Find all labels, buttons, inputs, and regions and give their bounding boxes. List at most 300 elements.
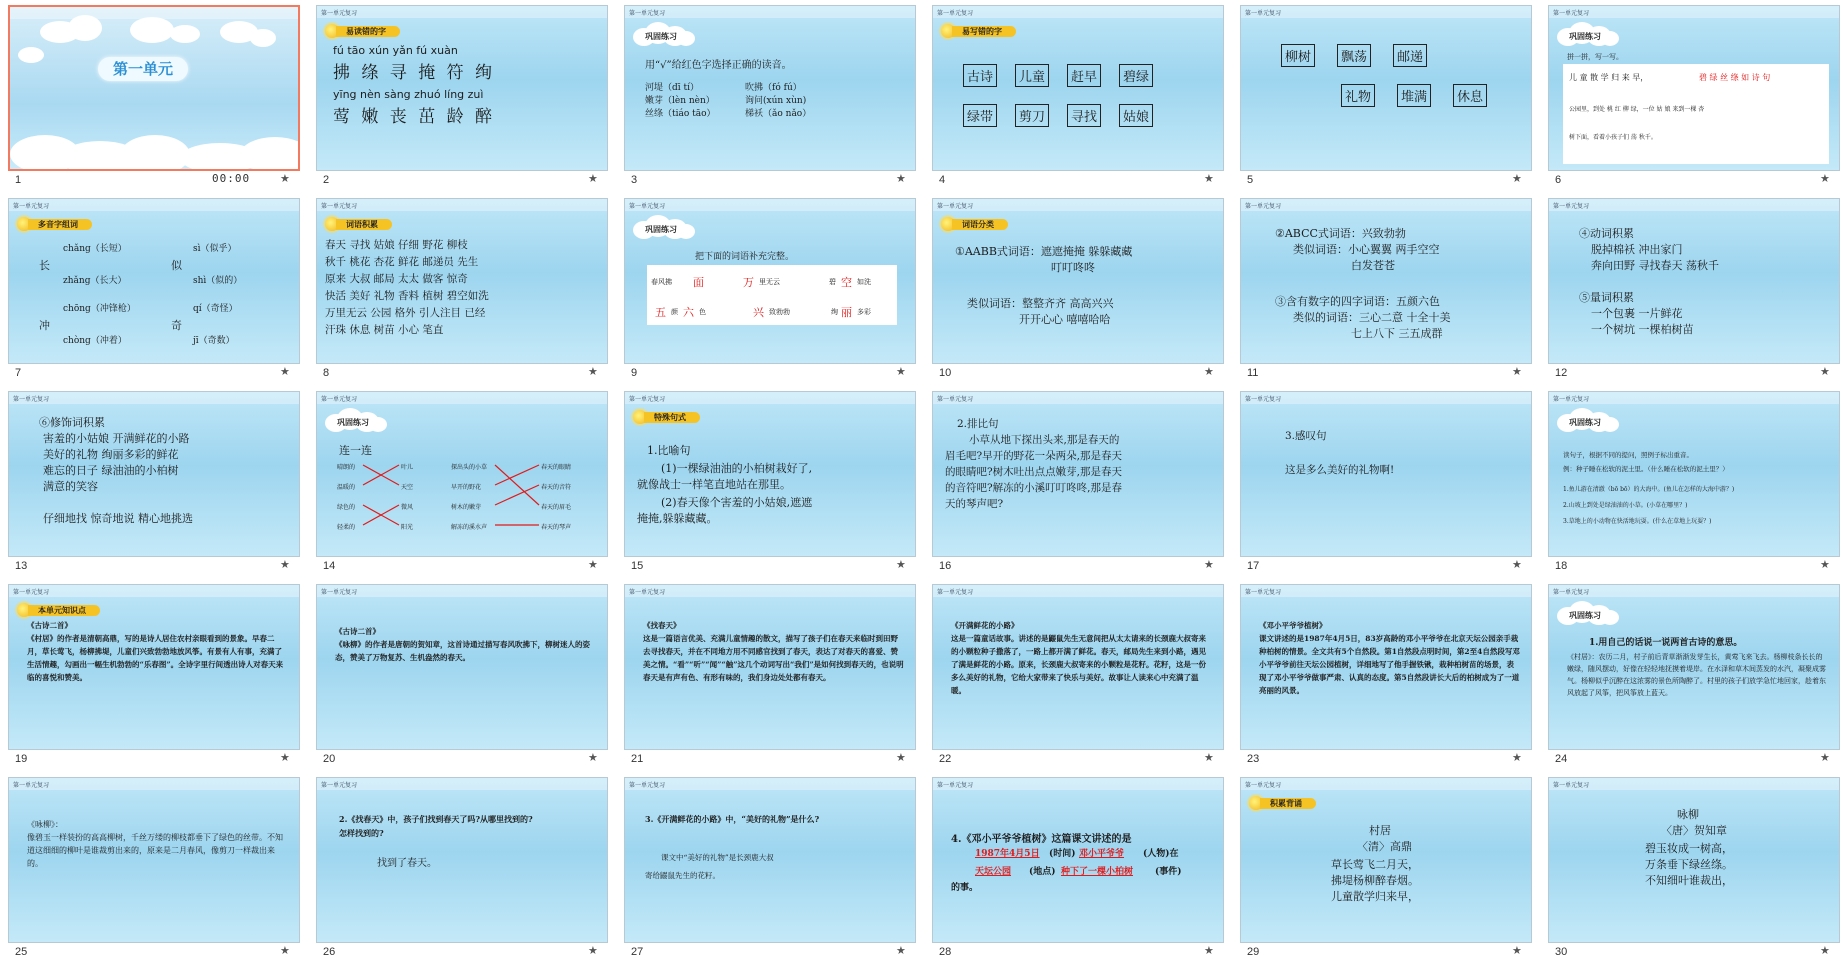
text-c2: chòng（冲着） [63, 336, 127, 346]
slide-thumbnail-11[interactable] [1232, 193, 1540, 386]
slide-canvas[interactable] [316, 391, 608, 557]
text-l4: 万条垂下绿丝绦。 [1645, 858, 1733, 871]
section-badge [17, 603, 100, 617]
slide-number: 21 [631, 753, 644, 765]
word-box: 休息 [1453, 84, 1487, 107]
match-line [495, 465, 539, 485]
slide-number: 6 [1555, 174, 1562, 186]
text-w1: 春风拂 [651, 278, 672, 286]
slide-header-text: 第一单元复习 [1553, 396, 1590, 403]
slide-header-text: 第一单元复习 [1553, 10, 1590, 17]
text-w2b: 里无云 [759, 278, 780, 286]
text-l1: 河堤（dī tí） [645, 83, 699, 93]
section-badge [1249, 796, 1316, 810]
animation-star-icon[interactable]: ★ [1512, 944, 1522, 957]
slide-canvas[interactable] [1240, 584, 1532, 750]
slide-thumbnail-15[interactable] [616, 386, 924, 579]
text-l3: 找到了春天。 [377, 858, 437, 869]
word-box: 绿带 [963, 104, 997, 127]
text-w5b: 致勃勃 [769, 308, 790, 316]
word-box: 飘荡 [1337, 44, 1371, 67]
animation-star-icon[interactable]: ★ [588, 751, 598, 764]
text-w4c: 六 [683, 306, 694, 319]
animation-star-icon[interactable]: ★ [1204, 944, 1214, 957]
text-l2: 碧 绿 丝 绦 如 诗 句 [1699, 73, 1771, 82]
text-l3: 草长莺飞二月天， [1331, 858, 1419, 871]
text-l3: 1.鱼儿游在清澈（bō bō）的大海中。(鱼儿在怎样的大海中游？) [1563, 486, 1735, 493]
slide-number: 5 [1247, 174, 1254, 186]
slide-thumbnail-6[interactable] [1540, 0, 1845, 193]
slide-header-text: 第一单元复习 [1553, 203, 1590, 210]
animation-star-icon[interactable]: ★ [1204, 172, 1214, 185]
text-w4b: 颜 [671, 308, 678, 316]
animation-star-icon[interactable]: ★ [1204, 751, 1214, 764]
slide-header-text: 第一单元复习 [321, 396, 358, 403]
text-w1b: 面 [693, 276, 704, 289]
text-l3: 丝绦（tiáo tāo） [645, 109, 716, 119]
cloud-tag-label: 巩固练习 [337, 417, 369, 427]
badge-label: 词语分类 [952, 219, 1008, 230]
animation-star-icon[interactable]: ★ [280, 172, 290, 185]
text-a: 1987年4月5日 [975, 849, 1040, 859]
slide-canvas[interactable] [1548, 777, 1840, 943]
text-l2: 〈清〉高鼎 [1357, 840, 1412, 853]
slide-canvas[interactable] [316, 777, 608, 943]
text-l1: ⑥修饰词积累 [39, 416, 105, 429]
slide-number: 25 [15, 946, 28, 958]
text-l3: 美好的礼物 绚丽多彩的鲜花 [43, 448, 179, 461]
summary-paragraph: 《找春天》 这是一篇语言优美、充满儿童情趣的散文，描写了孩子们在春天来临时到田野去寻找春天，并在不同地方用不同感官找到了春天，表达了对春天的喜爱、赞美之情。“看”“听”“闻”“触”这几个动词写出“我们”是如何找到春天的，也说明春天是有声有色、有形有味的，我们身边处处都有春天。 [643, 621, 904, 682]
chars-row: 拂 绦 寻 掩 符 绚 [333, 63, 496, 83]
slide-header-text: 第一单元复习 [937, 782, 974, 789]
word-line: 万里无云 公园 格外 引人注目 已经 [325, 307, 486, 319]
cloud-shape [1601, 417, 1619, 432]
word-box: 礼物 [1341, 84, 1375, 107]
slide-header-text: 第一单元复习 [1245, 396, 1282, 403]
slide-thumbnail-18[interactable] [1540, 386, 1845, 579]
text-l5: 满意的笑容 [43, 480, 98, 493]
slide-thumbnail-14[interactable] [308, 386, 616, 579]
text-l4: ⑤量词积累 [1579, 291, 1634, 304]
text-w6c: 多彩 [857, 308, 871, 316]
cloud-tag [1557, 22, 1619, 48]
text-l4: (2)春天像个害羞的小姑娘,遮遮 [661, 496, 813, 509]
text-l2: 类似词语：小心翼翼 两手空空 [1293, 243, 1440, 256]
slide-canvas[interactable] [1548, 198, 1840, 364]
text-r3: 梯袄（ǎo nǎo） [745, 109, 812, 119]
slide-number: 10 [939, 367, 952, 379]
match-right: 阳光 [401, 524, 414, 531]
slide-thumbnail-20[interactable] [308, 579, 616, 772]
word-line: 春天 寻找 姑娘 仔细 野花 柳枝 [325, 239, 468, 251]
animation-star-icon[interactable]: ★ [588, 558, 598, 571]
slide-header-text: 第一单元复习 [321, 10, 358, 17]
slide-canvas[interactable] [624, 198, 916, 364]
slide-header-text: 第一单元复习 [937, 589, 974, 596]
slide-header-text: 第一单元复习 [321, 589, 358, 596]
text-w5: 兴 [753, 306, 764, 319]
animation-star-icon[interactable]: ★ [1512, 172, 1522, 185]
slide-thumbnail-21[interactable] [616, 579, 924, 772]
slide-canvas[interactable] [8, 391, 300, 557]
slide-number: 9 [631, 367, 638, 379]
match-right: 春天的琴声 [541, 524, 572, 531]
slide-thumbnail-2[interactable] [308, 0, 616, 193]
slide-number: 3 [631, 174, 638, 186]
text-l1: 1.比喻句 [647, 444, 691, 457]
text-c1: chōng（冲锋枪） [63, 304, 136, 314]
text-l3: 奔向田野 寻找春天 荡秋千 [1591, 259, 1719, 272]
match-left: 温暖的 [337, 484, 356, 491]
text-r1: 吹拂（fó fú） [745, 83, 802, 93]
slide-header-text: 第一单元复习 [13, 782, 50, 789]
slide-thumbnail-10[interactable] [924, 193, 1232, 386]
slide-number: 27 [631, 946, 644, 958]
match-left: 早开的野花 [451, 484, 482, 491]
slide-thumbnail-27[interactable] [616, 772, 924, 965]
badge-label: 本单元知识点 [28, 605, 100, 616]
slide-number: 24 [1555, 753, 1568, 765]
text-l1: 3.《开满鲜花的小路》中，“美好的礼物”是什么? [645, 814, 820, 824]
slide-canvas[interactable] [1548, 584, 1840, 750]
slide-canvas[interactable] [1240, 391, 1532, 557]
text-w2: 万 [743, 276, 754, 289]
slide-canvas[interactable] [8, 5, 300, 171]
text-l3: 白发苍苍 [1351, 259, 1395, 272]
cloud-shape [677, 31, 695, 46]
section-badge [325, 24, 400, 38]
slide-number: 28 [939, 946, 952, 958]
text-w3b: 空 [841, 276, 852, 289]
cloud-decoration [250, 29, 276, 47]
text-l2: 例：种子睡在松软的泥土里。（什么睡在松软的泥土里？） [1563, 465, 1729, 473]
slide-header-text: 第一单元复习 [1245, 782, 1282, 789]
slide-number: 22 [939, 753, 952, 765]
slide-canvas[interactable] [932, 391, 1224, 557]
text-h: (事件) [1155, 867, 1182, 877]
text-f: (地点) [1029, 867, 1056, 877]
match-line [495, 465, 539, 505]
animation-star-icon[interactable]: ★ [588, 172, 598, 185]
text-c: 邓小平爷爷 [1079, 849, 1125, 859]
animation-star-icon[interactable]: ★ [1820, 944, 1830, 957]
match-lines [317, 392, 608, 557]
slide-number: 8 [323, 367, 330, 379]
slide-thumbnail-16[interactable] [924, 386, 1232, 579]
slide-number: 11 [1247, 367, 1259, 379]
cloud-tag-label: 巩固练习 [645, 31, 677, 41]
text-l2: 课文中“美好的礼物”是长颈鹿大叔 [661, 853, 774, 862]
cloud-tag-label: 巩固练习 [645, 224, 677, 234]
cloud-decoration [120, 135, 190, 171]
text-l1: 4.《邓小平爷爷植树》这篇课文讲述的是 [951, 834, 1132, 845]
slide-canvas[interactable] [1548, 5, 1840, 171]
cloud-tag-label: 巩固练习 [1569, 610, 1601, 620]
badge-label: 词语积累 [336, 219, 392, 230]
animation-star-icon[interactable]: ★ [588, 365, 598, 378]
cloud-tag-label: 巩固练习 [1569, 31, 1601, 41]
text-l4: 2.山坡上到处是绿油油的小草。(小草在哪里？) [1563, 502, 1688, 509]
slide-header-text: 第一单元复习 [629, 10, 666, 17]
animation-star-icon[interactable]: ★ [1512, 365, 1522, 378]
text-l6: 仔细地找 惊奇地说 精心地挑选 [43, 512, 193, 525]
text-l6: 七上八下 三五成群 [1351, 327, 1443, 340]
word-box: 剪刀 [1015, 104, 1049, 127]
match-right: 叶儿 [401, 464, 414, 471]
cloud-decoration [240, 137, 300, 171]
slide-canvas[interactable] [8, 198, 300, 364]
text-w4: 五 [655, 306, 666, 319]
slide-number: 26 [323, 946, 336, 958]
animation-star-icon[interactable]: ★ [896, 751, 906, 764]
summary-paragraph: 《咏柳》： 像碧玉一样装扮的高高柳树，千丝万缕的柳枝都垂下了绿色的丝带。不知道这细细的柳叶是谁裁剪出来的，原来是二月春风，像剪刀一样裁出来的。 [27, 820, 283, 868]
slide-header-text: 第一单元复习 [1553, 782, 1590, 789]
word-box: 邮递 [1393, 44, 1427, 67]
animation-star-icon[interactable]: ★ [280, 558, 290, 571]
cloud-decoration [68, 15, 102, 41]
match-left: 绿色的 [337, 504, 356, 511]
animation-star-icon[interactable]: ★ [1204, 558, 1214, 571]
text-a1: chǎng（长短） [63, 244, 127, 254]
slide-canvas[interactable] [1240, 5, 1532, 171]
slide-thumbnail-23[interactable] [1232, 579, 1540, 772]
slide-canvas[interactable] [1240, 777, 1532, 943]
text-l1: 2.排比句 [957, 418, 999, 430]
text-l2: 怎样找到的? [339, 828, 384, 838]
slide-thumbnail-30[interactable] [1540, 772, 1845, 965]
word-line: 秋千 桃花 杏花 鲜花 邮递员 先生 [325, 256, 479, 268]
animation-star-icon[interactable]: ★ [588, 944, 598, 957]
slide-number: 13 [15, 560, 28, 572]
slide-thumbnail-26[interactable] [308, 772, 616, 965]
text-w6: 绚 [831, 308, 838, 316]
animation-star-icon[interactable]: ★ [280, 365, 290, 378]
slide-thumbnail-22[interactable] [924, 579, 1232, 772]
text-l3: 碧玉妆成一树高， [1645, 842, 1733, 855]
badge-label: 易读错的字 [336, 26, 400, 37]
word-box: 古诗 [963, 64, 997, 87]
slide-timer: 00:00 [212, 172, 251, 185]
slide-number: 4 [939, 174, 946, 186]
summary-paragraph: 《古诗二首》 《咏柳》的作者是唐朝的贺知章，这首诗通过描写春风吹拂下，柳树迷人的姿态，赞美了万物复苏、生机盎然的春天。 [335, 627, 590, 662]
word-box: 柳树 [1281, 44, 1315, 67]
word-box: 儿童 [1015, 64, 1049, 87]
word-box: 碧绿 [1119, 64, 1153, 87]
slide-thumbnail-8[interactable] [308, 193, 616, 386]
text-e: 天坛公园 [975, 867, 1012, 877]
match-left: 树木的嫩芽 [451, 504, 482, 511]
text-l5: 类似的词语：三心二意 十全十美 [1293, 311, 1451, 324]
slide-thumbnail-24[interactable] [1540, 579, 1845, 772]
animation-star-icon[interactable]: ★ [1512, 751, 1522, 764]
text-a2: zhǎng（长大） [63, 276, 127, 286]
slide-number: 30 [1555, 946, 1568, 958]
text-k4: 奇 [171, 319, 182, 332]
slide-canvas[interactable] [624, 5, 916, 171]
cloud-tag [633, 215, 695, 241]
animation-star-icon[interactable]: ★ [896, 944, 906, 957]
match-left: 解冻的溪水声 [451, 524, 488, 531]
text-b2: shì（似的） [193, 276, 243, 286]
slide-thumbnail-3[interactable] [616, 0, 924, 193]
slide-header-text: 第一单元复习 [629, 589, 666, 596]
slide-number: 18 [1555, 560, 1568, 572]
slide-canvas[interactable] [316, 5, 608, 171]
slide-canvas[interactable] [932, 198, 1224, 364]
animation-star-icon[interactable]: ★ [280, 751, 290, 764]
slide-canvas[interactable] [624, 584, 916, 750]
slide-thumbnail-28[interactable] [924, 772, 1232, 965]
text-instr: 连一连 [339, 444, 372, 457]
text-d2: jī（奇数） [193, 336, 235, 346]
slide-header-text: 第一单元复习 [321, 782, 358, 789]
text-l1: 2.《找春天》中，孩子们找到春天了吗?从哪里找到的? [339, 814, 533, 824]
text-l2: 〈唐〉贺知章 [1661, 824, 1727, 837]
slide-thumbnail-7[interactable] [0, 193, 308, 386]
slide-canvas[interactable] [932, 584, 1224, 750]
word-line: 汗珠 休息 树苗 小心 笔直 [325, 324, 444, 336]
text-w3c: 如洗 [857, 278, 871, 286]
text-l4: 开开心心 嘻嘻哈哈 [1019, 313, 1111, 326]
slide-number: 20 [323, 753, 336, 765]
text-l1: ②ABCC式词语：兴致勃勃 [1275, 227, 1406, 240]
text-l4: 树下面，看着小孩子们 荡 秋千。 [1569, 134, 1657, 141]
text-l1: 3.感叹句 [1285, 430, 1327, 442]
slide-header-text: 第一单元复习 [937, 396, 974, 403]
text-l4: 拂堤杨柳醉春烟。 [1331, 874, 1419, 887]
summary-paragraph: 《村居》：农历二月，村子前后青草渐渐发芽生长，黄莺飞来飞去。杨柳枝条长长的嫩绿，随风摆动，好像在轻轻地抚摸着堤岸。在水泽和草木间蒸发的水汽，凝聚成雾气。杨柳似乎沉醉在这浓雾的景色所陶醉了。村里的孩子们放学急忙地回家，趁着东风放起了风筝，把风筝放上蓝天。 [1567, 653, 1826, 697]
slide-header-text: 第一单元复习 [1245, 10, 1282, 17]
text-l4: 难忘的日子 绿油油的小柏树 [43, 464, 179, 477]
text-b1: sì（似乎） [193, 244, 237, 254]
slide-thumbnail-25[interactable] [0, 772, 308, 965]
slide-thumbnail-13[interactable] [0, 386, 308, 579]
cloud-tag [633, 22, 695, 48]
summary-paragraph: 《古诗二首》 《村居》的作者是清朝高鼎，写的是诗人居住农村亲眼看到的景象。早春二月，草长莺飞，杨柳拂堤，儿童们兴致勃勃地放风筝。有景有人有事，充满了生活情趣，勾画出一幅生机勃勃的“乐春图”。全诗字里行间透出诗人对春天来临的喜悦和赞美。 [27, 621, 284, 682]
slide-header-text: 第一单元复习 [629, 203, 666, 210]
text-r2: 询问(xún xùn) [745, 96, 807, 106]
text-w4d: 色 [699, 308, 706, 316]
slide-canvas[interactable] [624, 777, 916, 943]
slide-thumbnail-29[interactable] [1232, 772, 1540, 965]
text-l2: 嫩芽（lèn nèn） [645, 96, 715, 106]
slide-canvas[interactable] [932, 5, 1224, 171]
text-l4: 的眼睛吧?树木吐出点点嫩芽,那是春天 [945, 466, 1122, 478]
slide-thumbnail-12[interactable] [1540, 193, 1845, 386]
text-w3: 碧 [829, 278, 836, 286]
section-badge [17, 217, 92, 231]
slide-canvas[interactable] [316, 198, 608, 364]
slide-thumbnail-1[interactable] [0, 0, 308, 193]
text-l3: 眉毛吧?早开的野花一朵两朵,那是春天 [945, 450, 1122, 462]
text-l6: 一个树坑 一棵柏树苗 [1591, 323, 1694, 336]
slide-canvas[interactable] [624, 391, 916, 557]
text-instr: 拼一拼，写一写。 [1567, 53, 1623, 61]
slide-canvas[interactable] [316, 584, 608, 750]
summary-paragraph: 《开满鲜花的小路》 这是一篇童话故事。讲述的是鼹鼠先生无意间把从太太请来的长颈鹿大叔寄来的小颗粒种子撒落了，一路上都开满了鲜花。春天，邮局先生来到小路，遇见了满是鲜花的小路。原来，长颈鹿大叔寄来的小颗粒是花籽。花籽，这是一份多么美好的礼物，它给大家带来了快乐与美好。故事让人读来心中充满了温暖。 [951, 621, 1206, 695]
animation-star-icon[interactable]: ★ [1820, 558, 1830, 571]
word-box: 赶早 [1067, 64, 1101, 87]
text-l2: 小草从地下探出头来,那是春天的 [969, 434, 1120, 446]
match-right: 春天的眉毛 [541, 504, 572, 511]
slide-thumbnail-17[interactable] [1232, 386, 1540, 579]
cloud-decoration [18, 47, 44, 63]
badge-label: 特殊句式 [644, 412, 700, 423]
slide-header-text: 第一单元复习 [1245, 589, 1282, 596]
slide-header-text: 第一单元复习 [1553, 589, 1590, 596]
cloud-tag-label: 巩固练习 [1569, 417, 1601, 427]
slide-thumbnail-5[interactable] [1232, 0, 1540, 193]
text-instr: 把下面的词语补充完整。 [695, 252, 795, 262]
match-left: 晴朗的 [337, 464, 356, 471]
slide-thumbnail-9[interactable] [616, 193, 924, 386]
slide-number: 23 [1247, 753, 1260, 765]
animation-star-icon[interactable]: ★ [1820, 751, 1830, 764]
text-l1: ④动词积累 [1579, 227, 1634, 240]
slide-number: 12 [1555, 367, 1568, 379]
slide-number: 14 [323, 560, 336, 572]
animation-star-icon[interactable]: ★ [896, 558, 906, 571]
slide-thumbnail-4[interactable] [924, 0, 1232, 193]
slide-header-text: 第一单元复习 [629, 782, 666, 789]
word-box: 寻找 [1067, 104, 1101, 127]
cloud-decoration [170, 25, 200, 43]
slide-canvas[interactable] [8, 584, 300, 750]
animation-star-icon[interactable]: ★ [1820, 365, 1830, 378]
animation-star-icon[interactable]: ★ [280, 944, 290, 957]
cloud-tag [1557, 408, 1619, 434]
slide-header-text: 第一单元复习 [321, 203, 358, 210]
slide-header-text: 第一单元复习 [937, 10, 974, 17]
chars-row: 莺 嫩 丧 茁 龄 醉 [333, 107, 496, 127]
slide-number: 29 [1247, 946, 1260, 958]
slide-number: 7 [15, 367, 22, 379]
slide-header-text: 第一单元复习 [1245, 203, 1282, 210]
slide-canvas[interactable] [1548, 391, 1840, 557]
match-right: 春天的音符 [541, 484, 572, 491]
text-d1: qí（奇怪） [193, 304, 238, 314]
slide-number: 16 [939, 560, 952, 572]
text-k2: 似 [171, 259, 182, 272]
slide-canvas[interactable] [8, 777, 300, 943]
animation-star-icon[interactable]: ★ [1512, 558, 1522, 571]
animation-star-icon[interactable]: ★ [1820, 172, 1830, 185]
slide-canvas[interactable] [932, 777, 1224, 943]
slide-number: 15 [631, 560, 644, 572]
animation-star-icon[interactable]: ★ [896, 172, 906, 185]
match-right: 春天的眼睛 [541, 464, 572, 471]
text-l5: 的音符吧?解冻的小溪叮叮咚咚,那是春 [945, 482, 1122, 494]
text-l1: ①AABB式词语：遮遮掩掩 躲躲藏藏 [955, 245, 1133, 258]
slide-thumbnail-19[interactable] [0, 579, 308, 772]
text-l3: 就像战士一样笔直地站在那里。 [637, 478, 791, 491]
pinyin-row: fú tāo xún yǎn fú xuàn [333, 44, 458, 57]
slide-number: 17 [1247, 560, 1260, 572]
animation-star-icon[interactable]: ★ [1204, 365, 1214, 378]
match-left: 轻柔的 [337, 524, 356, 531]
text-l5: 一个包裹 一片鲜花 [1591, 307, 1683, 320]
section-badge [325, 217, 392, 231]
slide-canvas[interactable] [1240, 198, 1532, 364]
section-badge [633, 410, 700, 424]
cloud-tag [1557, 601, 1619, 627]
match-right: 天空 [401, 484, 414, 491]
text-l1: 儿 童 散 学 归 来 早， [1569, 73, 1649, 82]
animation-star-icon[interactable]: ★ [896, 365, 906, 378]
word-box: 姑娘 [1119, 104, 1153, 127]
slide-number: 19 [15, 753, 28, 765]
slide-header-text: 第一单元复习 [13, 396, 50, 403]
